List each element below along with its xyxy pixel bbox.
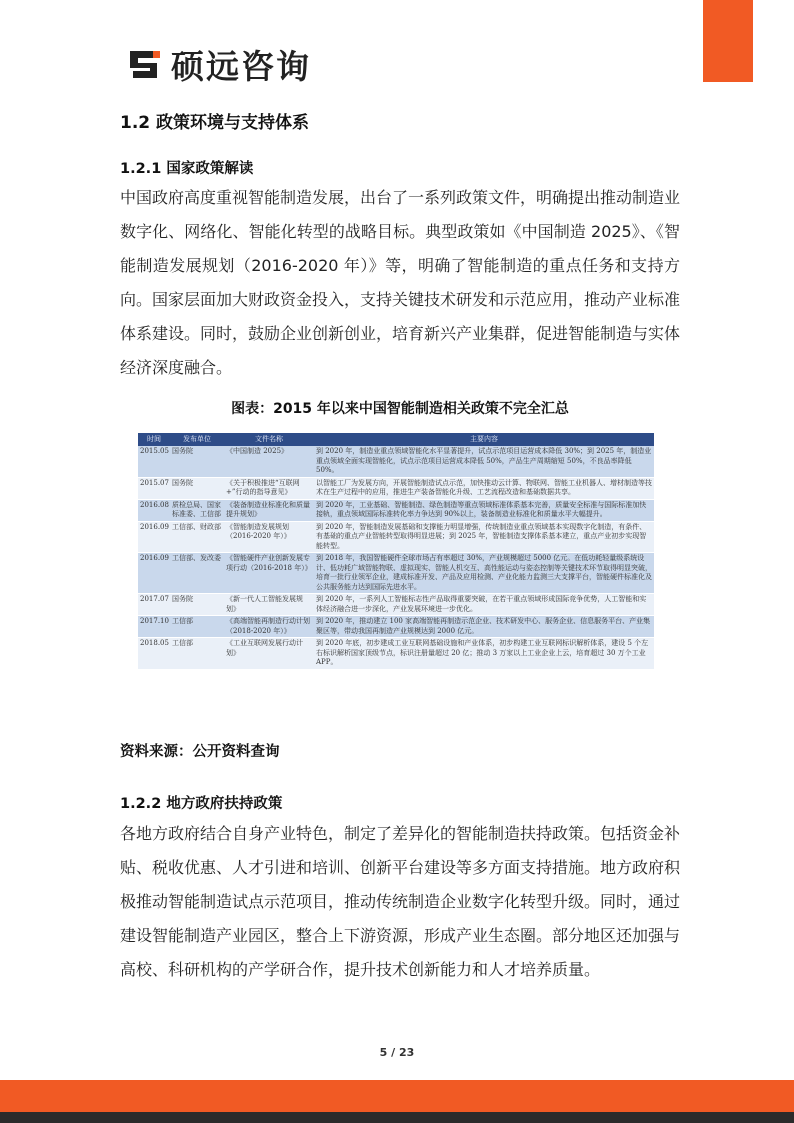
cell-content: 到 2020 年，制造业重点领域智能化水平显著提升，试点示范项目运营成本降低 30%；到 2025 年，制造业重点领域全面实现智能化，试点示范项目运营成本降低 50%，产品生产周期缩短 50%，不良品率降低 50%。: [314, 446, 654, 477]
table-title: 图表：2015 年以来中国智能制造相关政策不完全汇总: [231, 401, 569, 417]
cell-doc-name: 《关于积极推进“互联网+”行动的指导意见》: [224, 477, 314, 499]
footer-accent-bar: [0, 1080, 794, 1112]
cell-doc-name: 《智能硬件产业创新发展专项行动（2016-2018 年）》: [224, 553, 314, 594]
cell-org: 国务院: [170, 446, 224, 477]
header-content: 主要内容: [314, 433, 654, 446]
cell-content: 到 2018 年，我国智能硬件全球市场占有率超过 30%，产业规模超过 5000 亿元。在低功耗轻量级系统设计、低功耗广域智能物联、虚拟现实、智能人机交互、高性能运动与姿态控制等关键技术环节取得明显突破，培育一批行业领军企业，建成标准开发、产品及应用检测、产业化能力监测三大支撑平台，智能硬件标准化及公共服务能力达到国际先进水平。: [314, 553, 654, 594]
brand-logo: [127, 44, 311, 84]
cell-date: 2018.05: [138, 638, 170, 670]
cell-doc-name: 《中国制造 2025》: [224, 446, 314, 477]
table-row: [138, 638, 654, 670]
cell-doc-name: 《工业互联网发展行动计划》: [224, 638, 314, 670]
national-policy-paragraph: 中国政府高度重视智能制造发展，出台了一系列政策文件，明确提出推动制造业数字化、网络化、智能化转型的战略目标。典型政策如《中国制造 2025》、《智能制造发展规划（2016-2020 年）》等，明确了智能制造的重点任务和支持方向。国家层面加大财政资金投入，支持关键技术研发和示范应用，推动产业标准体系建设。同时，鼓励企业创新创业，培育新兴产业集群，促进智能制造与实体经济深度融合。: [120, 188, 681, 377]
subsection-heading-national: 1.2.1 国家政策解读: [120, 161, 254, 177]
cell-org: 工信部: [170, 616, 224, 638]
table-row: [138, 521, 654, 553]
subsection-heading-local: 1.2.2 地方政府扶持政策: [120, 796, 283, 812]
cell-content: 到 2020 年，推动建立 100 家高端智能再制造示范企业、技术研发中心、服务企业、信息服务平台、产业集聚区等，带动我国再制造产业规模达到 2000 亿元。: [314, 616, 654, 638]
cell-date: 2016.09: [138, 553, 170, 594]
policy-table: [138, 433, 654, 670]
cell-org: 工信部: [170, 638, 224, 670]
table-row: [138, 616, 654, 638]
logo-text: 硕远咨询: [171, 46, 311, 86]
cell-date: 2015.05: [138, 446, 170, 477]
cell-org: 国务院: [170, 594, 224, 616]
cell-date: 2015.07: [138, 477, 170, 499]
header-date: 时间: [138, 433, 170, 446]
cell-org: 工信部、财政部: [170, 521, 224, 553]
cell-date: 2017.10: [138, 616, 170, 638]
footer-dark-bar: [0, 1112, 794, 1123]
cell-content: 到 2020 年，智能制造发展基础和支撑能力明显增强，传统制造业重点领域基本实现数字化制造，有条件、有基础的重点产业智能转型取得明显进展；到 2025 年，智能制造支撑体系基本建立，重点产业初步实现智能转型。: [314, 521, 654, 553]
header-doc-name: 文件名称: [224, 433, 314, 446]
table-header-row: [138, 433, 654, 446]
cell-doc-name: 《新一代人工智能发展规划》: [224, 594, 314, 616]
cell-doc-name: 《智能制造发展规划（2016-2020 年）》: [224, 521, 314, 553]
local-policy-paragraph: 各地方政府结合自身产业特色，制定了差异化的智能制造扶持政策。包括资金补贴、税收优惠、人才引进和培训、创新平台建设等多方面支持措施。地方政府积极推动智能制造试点示范项目，推动传统制造企业数字化转型升级。同时，通过建设智能制造产业园区，整合上下游资源，形成产业生态圈。部分地区还加强与高校、科研机构的产学研合作，提升技术创新能力和人才培养质量。: [120, 824, 681, 979]
table-row: [138, 499, 654, 521]
cell-content: 到 2020 年，一系列人工智能标志性产品取得重要突破，在若干重点领域形成国际竞争优势，人工智能和实体经济融合进一步深化，产业发展环境进一步优化。: [314, 594, 654, 616]
cell-content: 以智能工厂为发展方向，开展智能制造试点示范，加快推动云计算、物联网、智能工业机器人、增材制造等技术在生产过程中的应用，推进生产装备智能化升级、工艺流程改造和基础数据共享。: [314, 477, 654, 499]
cell-date: 2016.09: [138, 521, 170, 553]
cell-date: 2016.08: [138, 499, 170, 521]
cell-org: 质检总局、国家标准委、工信部: [170, 499, 224, 521]
cell-doc-name: 《装备制造业标准化和质量提升规划》: [224, 499, 314, 521]
cell-org: 工信部、发改委: [170, 553, 224, 594]
table-row: [138, 446, 654, 477]
data-source-note: 资料来源：公开资料查询: [120, 744, 280, 760]
cell-content: 到 2020 年底，初步建成工业互联网基础设施和产业体系，初步构建工业互联网标识解析体系，建设 5 个左右标识解析国家顶级节点，标识注册量超过 20 亿；推动 3 万家以上工业企业上云，培育超过 30 万个工业 APP。: [314, 638, 654, 670]
cell-doc-name: 《高端智能再制造行动计划（2018-2020 年）》: [224, 616, 314, 638]
table-row: [138, 594, 654, 616]
cell-org: 国务院: [170, 477, 224, 499]
corner-accent-block: [703, 0, 753, 82]
table-row: [138, 477, 654, 499]
page-number: 5 / 23: [379, 1046, 415, 1059]
cell-content: 到 2020 年，工业基础、智能制造、绿色制造等重点领域标准体系基本完善，质量安全标准与国际标准加快接轨，重点领域国际标准转化率力争达到 90%以上，装备制造业标准化和质量水平大幅提升。: [314, 499, 654, 521]
header-org: 发布单位: [170, 433, 224, 446]
cell-date: 2017.07: [138, 594, 170, 616]
section-heading: 1.2 政策环境与支持体系: [120, 113, 310, 133]
table-row: [138, 553, 654, 594]
logo-mark-icon: [127, 46, 163, 82]
